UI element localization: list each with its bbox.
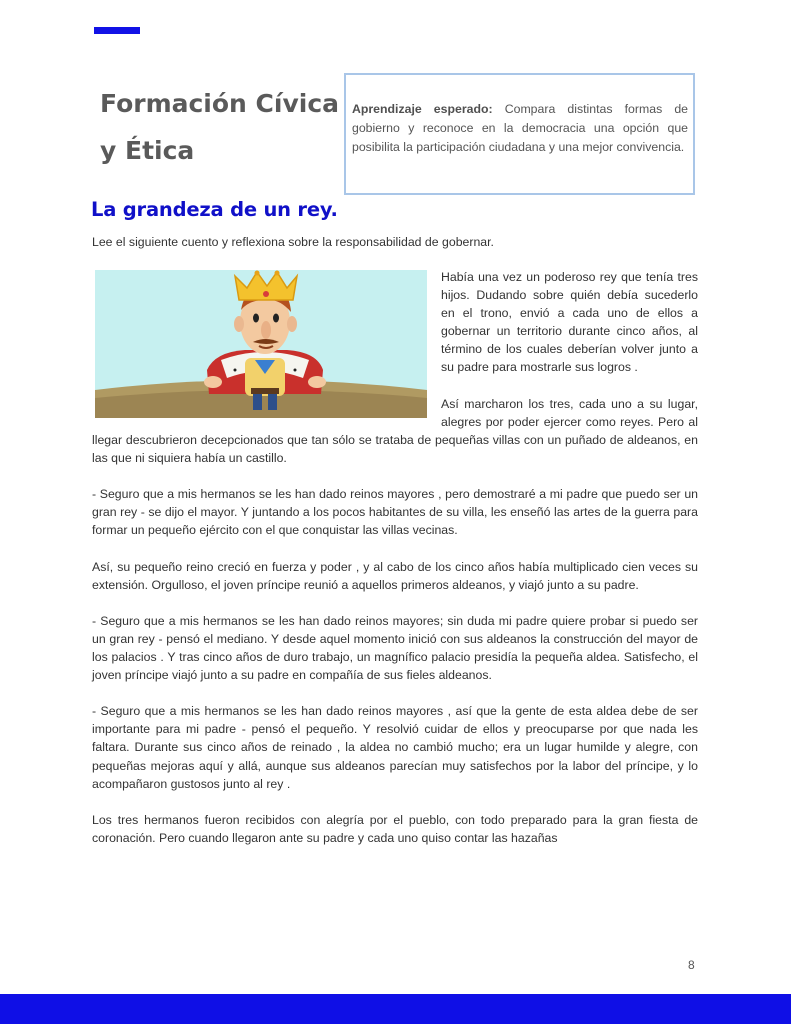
story-paragraph: Los tres hermanos fueron recibidos con alegría por el pueblo, con todo preparado para la gran fiesta de coronación. Pero cuando llegaron ante su padre y cada uno quiso contar las hazañas [92, 812, 698, 845]
story-paragraph: - Seguro que a mis hermanos se les han dado reinos mayores , así que la gente de esta aldea debe de ser importante para mi padre - pensó el pequeño. Y resolvió cuidar de ellos y preocuparse por que nada les faltara. Durante sus cinco años de reinado , la aldea no cambió mucho; era un lugar humilde y alegre, con pequeñas mejoras aquí y allá, aunque sus aldeanos parecían muy satisfechos por la labor del príncipe, y lo acompañaron gustosos junto al rey . [92, 704, 698, 791]
story-paragraph: Así, su pequeño reino creció en fuerza y poder , y al cabo de los cinco años había multiplicado cien veces su extensión. Orgulloso, el joven príncipe reunió a aquellos primeros aldeanos, y viajó junto a su padre. [92, 559, 698, 592]
story-paragraph: - Seguro que a mis hermanos se les han dado reinos mayores , pero demostraré a mi padre que puedo ser un gran rey - se dijo el mayor. Y juntando a los pocos habitantes de su villa, les enseñó las artes de la guerra para formar un pequeño ejército con el que conquistar las villas vecinas. [92, 487, 698, 538]
page-number: 8 [688, 958, 695, 972]
subject-title-line-2: y Ética [100, 136, 195, 165]
king-cartoon-image [95, 270, 427, 418]
learning-outcome-label: Aprendizaje esperado: [352, 102, 493, 116]
story-body [92, 268, 698, 865]
subject-title-line-1: Formación Cívica [100, 89, 340, 118]
learning-outcome-box [344, 73, 695, 195]
top-accent-bar [94, 27, 140, 34]
instructions-text: Lee el siguiente cuento y reflexiona sobre la responsabilidad de gobernar. [92, 235, 494, 249]
learning-outcome-text: Compara distintas formas de gobierno y reconoce en la democracia una opción que posibilita la participación ciudadana y una mejor convivencia. [352, 102, 689, 154]
story-paragraph: Así marcharon los tres, cada uno a su lugar, alegres por poder ejercer como reyes. Pero al llegar descubrieron decepcionados que tan sólo se trataba de pequeñas villas con un puñado de aldeanos, en las que ni siquiera había un castillo. [92, 396, 698, 465]
footer-bar [0, 994, 791, 1024]
subject-title [100, 80, 340, 174]
story-paragraph: Había una vez un poderoso rey que tenía tres hijos. Dudando sobre quién debía sucederlo en el trono, envió a cada uno de ellos a gobernar un territorio durante cinco años, al término de los cuales deberían volver junto a su padre para mostrarle sus logros . [441, 270, 698, 375]
story-paragraph: - Seguro que a mis hermanos se les han dado reinos mayores; sin duda mi padre quiere probar si puedo ser un gran rey - pensó el mediano. Y desde aquel momento inició con sus aldeanos la construcción del mayor de los palacios . Y tras cinco años de duro trabajo, un magnífico palacio presidía la pequeña aldea. Satisfecho, el joven príncipe viajó junto a su padre en compañía de sus fieles aldeanos. [92, 613, 698, 683]
king-illustration [95, 270, 427, 418]
story-title: La grandeza de un rey. [91, 198, 338, 221]
